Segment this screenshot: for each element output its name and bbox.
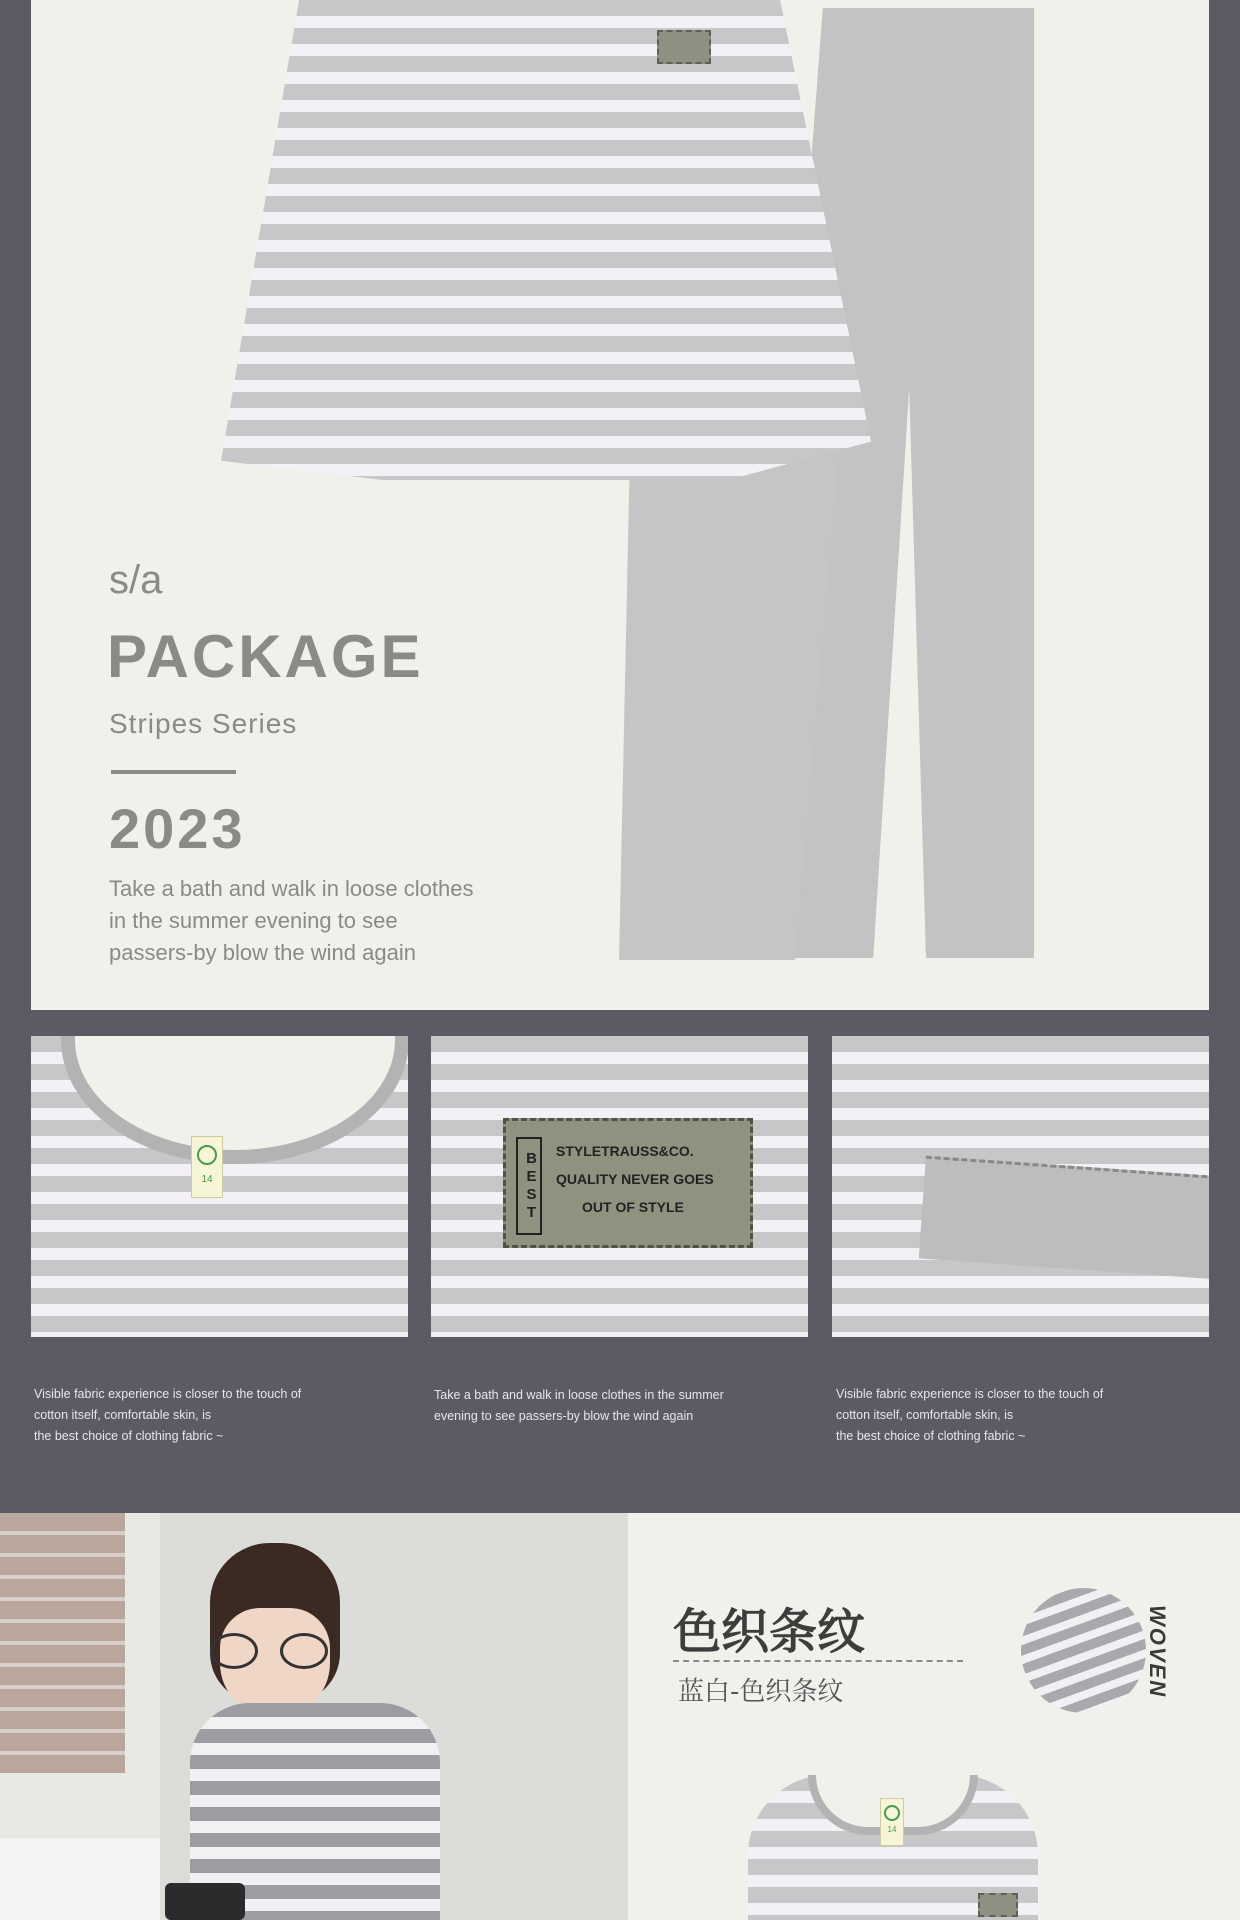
fabric-size-tag [880,1798,904,1846]
caption-line: the best choice of clothing fabric ~ [34,1429,224,1443]
glasses-icon [210,1633,340,1663]
thumb-caption-3 [836,1384,1103,1447]
caption-line: Take a bath and walk in loose clothes in the summer [434,1388,724,1402]
label-line-1: STYLETRAUSS&CO. [556,1143,694,1159]
label-line-2: QUALITY NEVER GOES [556,1171,714,1187]
sleeve-cuff [919,1156,1209,1280]
woven-vertical-text: WOVEN [1145,1605,1170,1699]
size-tag [191,1136,223,1198]
year-text: 2023 [109,797,246,860]
tag-logo-icon [197,1145,217,1165]
caption-line: Visible fabric experience is closer to the touch of [836,1387,1104,1401]
label-side-text: BEST [516,1137,542,1235]
hero-section [31,0,1209,1010]
hero-line-1: Take a bath and walk in loose clothes [109,876,474,901]
model-photo [0,1513,628,1920]
hero-line-2: in the summer evening to see [109,908,398,933]
caption-line: evening to see passers-by blow the wind again [434,1409,694,1423]
tag-logo-icon [884,1805,900,1821]
cuff-detail-image [832,1036,1209,1337]
brand-label [503,1118,753,1248]
caption-line: cotton itself, comfortable skin, is [836,1408,1014,1422]
camera-icon [165,1883,245,1920]
shelf [0,1838,170,1920]
detail-thumbnails [0,1036,1240,1443]
fabric-section [628,1513,1240,1920]
fabric-shirt-patch [978,1893,1018,1917]
shirt-image [221,0,871,480]
caption-line: cotton itself, comfortable skin, is [34,1408,212,1422]
hero-line-3: passers-by blow the wind again [109,940,416,965]
fabric-title: 色织条纹 [673,1604,866,1660]
fabric-swatch [1021,1588,1146,1713]
page-title: PACKAGE [107,623,424,690]
series-subtitle: Stripes Series [109,708,298,739]
brick-wall [0,1513,125,1773]
fabric-dashed-line [673,1660,963,1662]
size-number: 14 [201,1174,213,1185]
fabric-subtitle: 蓝白-色织条纹 [678,1677,844,1707]
caption-line: Visible fabric experience is closer to the touch of [34,1387,302,1401]
size-number: 14 [887,1825,897,1834]
thumb-caption-1 [34,1384,301,1447]
shirt-patch [657,30,711,64]
label-line-3: OUT OF STYLE [582,1199,684,1215]
label-detail-image [431,1036,808,1337]
caption-line: the best choice of clothing fabric ~ [836,1429,1026,1443]
thumb-caption-2 [434,1385,724,1427]
brand-text: s/a [109,558,163,602]
collar-detail-image [31,1036,408,1337]
divider [111,770,236,774]
collar [61,1036,408,1164]
